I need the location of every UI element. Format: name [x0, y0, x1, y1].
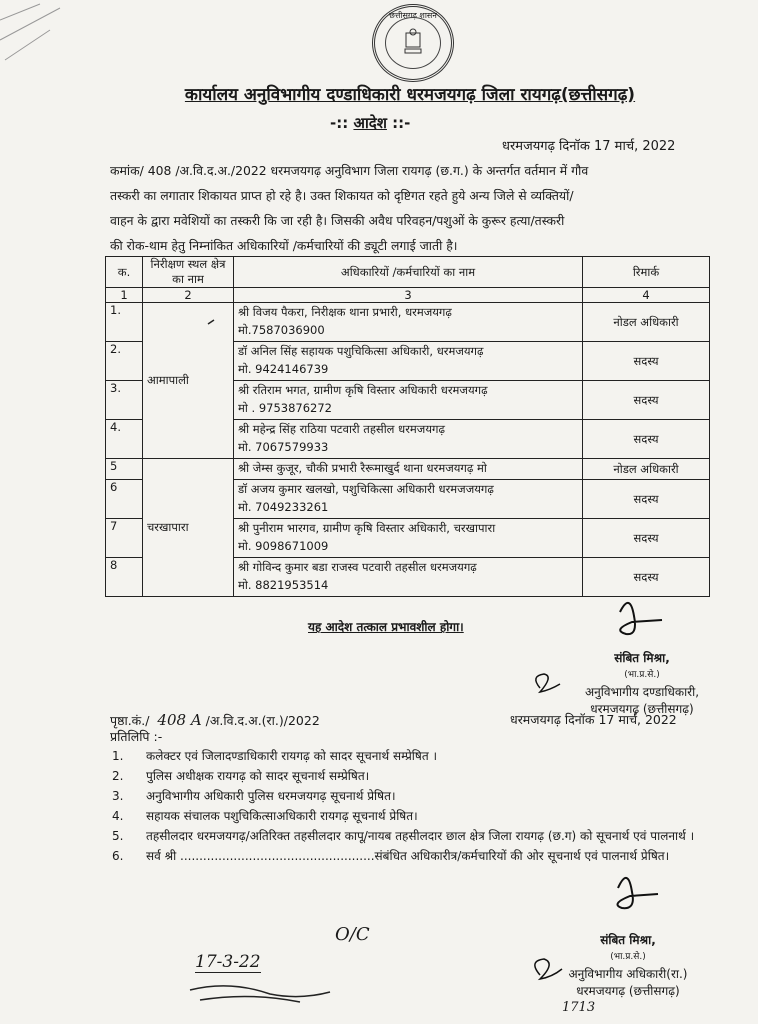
officer-name: डॉ अजय कुमार खलखो, पशुचिकित्सा अधिकारी धरमजजयगढ़ — [238, 482, 494, 496]
table-header-row — [106, 257, 710, 288]
officer-phone: मो. 7049233261 — [238, 500, 329, 514]
officer-cell — [234, 342, 583, 381]
handwritten-oc: O/C — [335, 924, 370, 945]
signatory-designation: अनुविभागीय दण्डाधिकारी, — [584, 685, 700, 699]
row-serial: 7 — [106, 519, 143, 558]
area-name: चरखापारा — [143, 459, 234, 597]
colnum: 2 — [143, 288, 234, 303]
signatory-designation: अनुविभागीय अधिकारी(रा.) — [568, 967, 688, 981]
signatory-place: धरमजयगढ़ (छत्तीसगढ़) — [590, 702, 694, 716]
item-text: सर्व श्री ...................................................संबंधित अधिकारीत्र/कर्मचारियों की ओर सूचनार्थ एवं पालनार्थ प्रेषित। — [146, 849, 670, 863]
row-serial: 8 — [106, 558, 143, 597]
list-item — [110, 848, 722, 865]
order-label: आदेश — [353, 114, 387, 132]
item-text: तहसीलदार धरमजयगढ़/अतिरिक्त तहसीलदार कापू/नायब तहसीलदार छाल क्षेत्र जिला रायगढ़ (छ.ग) को सूचनार्थ एवं पालनार्थ । — [146, 829, 695, 843]
order-prefix: -:: — [330, 114, 354, 132]
item-number: 6. — [112, 849, 124, 863]
signatory-name: संबित मिश्रा, — [614, 651, 670, 665]
row-serial: 4. — [106, 420, 143, 459]
row-serial: 6 — [106, 480, 143, 519]
item-number: 5. — [112, 829, 124, 843]
table-row — [106, 459, 710, 480]
row-remark: सदस्य — [583, 342, 710, 381]
row-remark: नोडल अधिकारी — [583, 303, 710, 342]
officer-cell — [234, 381, 583, 420]
order-body — [110, 158, 720, 258]
colnum: 3 — [234, 288, 583, 303]
officer-phone: मो. 9424146739 — [238, 362, 329, 376]
row-remark: सदस्य — [583, 519, 710, 558]
officer-phone: मो.7587036900 — [238, 323, 325, 337]
officer-cell — [234, 519, 583, 558]
item-number: 3. — [112, 789, 124, 803]
item-text: अनुविभागीय अधिकारी पुलिस धरमजयगढ़ सूचनार्थ प्रेषित। — [146, 789, 396, 803]
officer-name: श्री महेन्द्र सिंह राठिया पटवारी तहसील धरमजयगढ़ — [238, 422, 445, 436]
officer-name: श्री रतिराम भगत, ग्रामीण कृषि विस्तार अधिकारी धरमजयगढ़ — [238, 383, 488, 397]
row-remark: नोडल अधिकारी — [583, 459, 710, 480]
signatory-name: संबित मिश्रा, — [600, 933, 656, 947]
list-item — [110, 768, 722, 785]
list-item — [110, 828, 722, 845]
order-date: धरमजयगढ़ दिनॉक 17 मार्च, 2022 — [502, 139, 676, 154]
ref-suffix: /अ.वि.द.अ.(रा.)/2022 — [205, 713, 320, 728]
list-item — [110, 748, 722, 765]
office-title: कार्यालय अनुविभागीय दण्डाधिकारी धरमजयगढ़ जिला रायगढ़(छत्तीसगढ़) — [184, 85, 636, 105]
effect-note: यह आदेश तत्काल प्रभावशील होगा। — [308, 620, 464, 634]
handwritten-date: 17-3-22 — [195, 952, 261, 972]
signatory-service: (भा.प्र.से.) — [624, 670, 660, 680]
officer-name: डॉ अनिल सिंह सहायक पशुचिकित्सा अधिकारी, धरमजयगढ़ — [238, 344, 484, 358]
item-text: पुलिस अधीक्षक रायगढ़ को सादर सूचनार्थ सम्प्रेषित। — [146, 769, 370, 783]
body-line: तस्करी का लगातार शिकायत प्राप्त हो रहे है। उक्त शिकायत को दृष्टिगत रहते हुये अन्य जिले से व्यक्तियों/ — [110, 188, 574, 203]
area-name: आमापाली — [143, 303, 234, 459]
header-remark: रिमार्क — [583, 257, 710, 288]
row-serial: 5 — [106, 459, 143, 480]
signature-2-stroke — [618, 878, 659, 908]
officer-cell — [234, 558, 583, 597]
body-line: कमांक/ 408 /अ.वि.द.अ./2022 धरमजयगढ़ अनुविभाग जिला रायगढ़ (छ.ग.) के अन्तर्गत वर्तमान में गौव — [110, 163, 589, 178]
officer-name: श्री पुनीराम भारगव, ग्रामीण कृषि विस्तार अधिकारी, चरखापारा — [238, 521, 496, 535]
item-number: 4. — [112, 809, 124, 823]
item-number: 1. — [112, 749, 124, 763]
copy-label: प्रतिलिपि :- — [110, 729, 163, 744]
copy-reference — [110, 711, 320, 729]
header-serial: क. — [106, 257, 143, 288]
copy-list — [110, 748, 722, 868]
header-officers: अधिकारियों /कर्मचारियों का नाम — [234, 257, 583, 288]
row-serial: 1. — [106, 303, 143, 342]
officer-name: श्री विजय पैकरा, निरीक्षक थाना प्रभारी, धरमजयगढ़ — [238, 305, 452, 319]
signatory-service: (भा.प्र.से.) — [610, 952, 646, 962]
emblem-icon — [403, 27, 423, 57]
officer-name: श्री गोविन्द कुमार बडा राजस्व पटवारी तहसील धरमजयगढ़ — [238, 560, 477, 574]
signature-1-stroke — [620, 603, 662, 634]
corner-scribble — [0, 4, 60, 60]
ref-prefix: पृष्ठा.कं./ — [110, 713, 150, 728]
column-number-row — [106, 288, 710, 303]
item-text: कलेक्टर एवं जिलादण्डाधिकारी रायगढ़ को सादर सूचनार्थ सम्प्रेषित । — [146, 749, 438, 763]
officer-cell — [234, 480, 583, 519]
duty-table — [105, 256, 710, 597]
order-suffix: ::- — [386, 114, 411, 132]
item-number: 2. — [112, 769, 124, 783]
officer-name: श्री जेम्स कुजूर, चौकी प्रभारी रैरूमाखुर्द थाना धरमजयगढ़ मो — [238, 461, 487, 475]
body-line: की रोक-थाम हेतु निम्नांकित अधिकारियों /कर्मचारियों की ड्यूटी लगाई जाती है। — [110, 238, 458, 253]
handwritten-note — [195, 924, 370, 996]
ref-number: 408 A — [157, 711, 202, 729]
row-serial: 2. — [106, 342, 143, 381]
officer-cell — [234, 420, 583, 459]
row-remark: सदस्य — [583, 558, 710, 597]
signature-block-1 — [572, 650, 712, 718]
seal-text: छत्तीसगढ़ शासन — [389, 11, 437, 20]
officer-phone: मो. 7067579933 — [238, 440, 329, 454]
row-remark: सदस्य — [583, 480, 710, 519]
item-text: सहायक संचालक पशुचिकित्साअधिकारी रायगढ़ सूचनार्थ प्रेषित। — [146, 809, 418, 823]
list-item — [110, 788, 722, 805]
table-row — [106, 303, 710, 342]
row-remark: सदस्य — [583, 381, 710, 420]
copy-date: धरमजयगढ़ दिनॉक 17 मार्च, 2022 — [510, 712, 677, 727]
signatory-place: धरमजयगढ़ (छत्तीसगढ़) — [576, 984, 680, 998]
row-remark: सदस्य — [583, 420, 710, 459]
list-item — [110, 808, 722, 825]
colnum: 1 — [106, 288, 143, 303]
signature-block-2 — [548, 932, 708, 1000]
body-line: वाहन के द्वारा मवेशियों का तस्करी कि जा रही है। जिसकी अवैध परिवहन/पशुओं के कुरूर हत्या/तस्करी — [110, 213, 565, 228]
officer-phone: मो. 9098671009 — [238, 539, 329, 553]
officer-phone: मो . 9753876272 — [238, 401, 332, 415]
handwritten-number: 1713 — [562, 1000, 596, 1015]
officer-phone: मो. 8821953514 — [238, 578, 329, 592]
initial-1-stroke — [536, 674, 560, 692]
row-serial: 3. — [106, 381, 143, 420]
header-area: निरीक्षण स्थल क्षेत्र का नाम — [143, 257, 234, 288]
order-heading — [330, 113, 410, 133]
officer-cell — [234, 459, 583, 480]
officer-cell — [234, 303, 583, 342]
colnum: 4 — [583, 288, 710, 303]
government-seal — [372, 4, 454, 82]
